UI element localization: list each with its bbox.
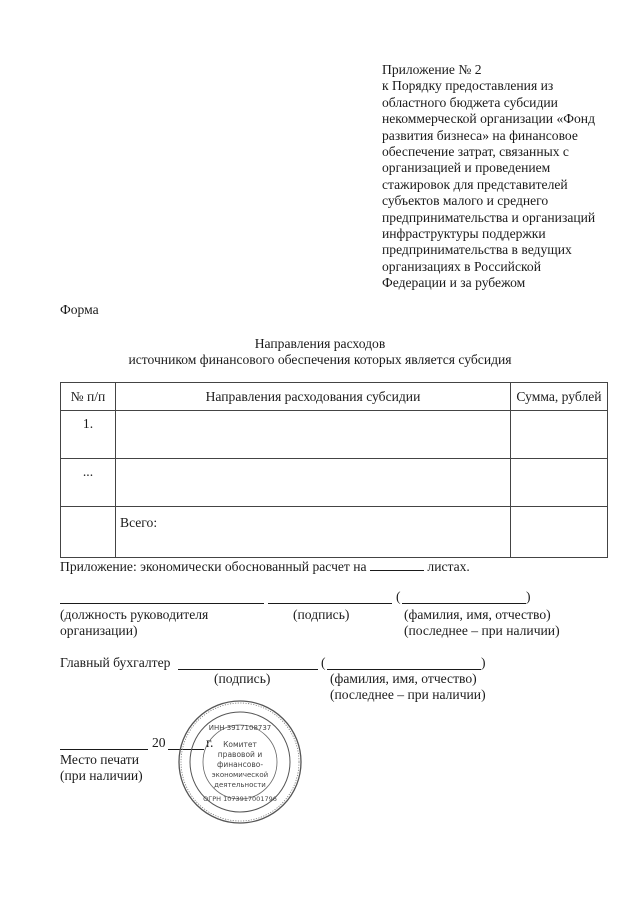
row-number: 1. [61, 411, 116, 459]
table-total-row [61, 507, 608, 558]
position-blank[interactable] [60, 591, 264, 604]
row-number: ... [61, 459, 116, 507]
sheet-count-blank[interactable] [370, 558, 424, 571]
seal-place-note: (при наличии) [60, 768, 143, 783]
appendix-line: организациях в Российской [382, 258, 541, 274]
stamp-ogrn: ОГРН 1073917001796 [203, 795, 277, 803]
accountant-name-label-2: (последнее – при наличии) [330, 687, 486, 702]
appendix-line: Федерации и за рубежом [382, 275, 526, 291]
appendix-line: областного бюджета субсидии [382, 94, 558, 110]
table-row [61, 459, 608, 507]
accountant-signature-blank[interactable] [178, 657, 318, 670]
head-position-label-2: организации) [60, 623, 138, 638]
head-signature-label: (подпись) [293, 607, 350, 622]
header-number: № п/п [61, 383, 116, 411]
document-title-line-2: источником финансового обеспечения которых является субсидия [128, 352, 512, 367]
accountant-name-label: (фамилия, имя, отчество) [330, 671, 477, 686]
row-number [61, 507, 116, 558]
date-blank[interactable] [60, 737, 148, 750]
document-title-line-1: Направления расходов [254, 336, 386, 351]
head-name-label-2: (последнее – при наличии) [404, 623, 560, 638]
appendix-heading [382, 62, 632, 292]
appendix-line: субъектов малого и среднего [382, 193, 549, 209]
attachment-text-end: листах. [427, 559, 470, 574]
accountant-name-blank[interactable] [327, 657, 481, 670]
appendix-line: предпринимательства и организаций [382, 209, 596, 225]
head-name-label: (фамилия, имя, отчество) [404, 607, 551, 622]
header-amount: Сумма, рублей [511, 383, 608, 411]
total-label: Всего: [116, 507, 511, 558]
accountant-open-paren: ( [321, 655, 326, 670]
row-amount[interactable] [511, 411, 608, 459]
row-direction[interactable] [116, 411, 511, 459]
head-position-label: (должность руководителя [60, 607, 209, 622]
stamp-line: экономической [211, 771, 269, 779]
official-stamp-seal [177, 699, 303, 825]
appendix-line: инфраструктуры поддержки [382, 226, 546, 242]
table-header-row [61, 383, 608, 411]
appendix-line: развития бизнеса» на финансовое [382, 127, 578, 143]
accountant-close-paren: ) [481, 655, 486, 670]
attachment-text: Приложение: экономически обоснованный расчет на [60, 559, 367, 574]
appendix-line: предпринимательства в ведущих [382, 242, 572, 258]
appendix-line: некоммерческой организации «Фонд [382, 111, 595, 127]
form-label: Форма [60, 302, 99, 317]
appendix-line: к Порядку предоставления из [382, 78, 554, 94]
stamp-line: деятельности [214, 781, 266, 789]
name-open-paren: ( [396, 589, 401, 604]
expenses-table [60, 382, 608, 558]
row-amount[interactable] [511, 459, 608, 507]
name-close-paren: ) [526, 589, 531, 604]
appendix-line: стажировок для представителей [382, 176, 568, 192]
stamp-line: правовой и [217, 750, 263, 759]
stamp-line: финансово- [216, 760, 264, 769]
header-direction: Направления расходования субсидии [116, 383, 511, 411]
attachment-line [60, 558, 470, 575]
appendix-line: обеспечение затрат, связанных с [382, 144, 569, 160]
year-suffix: г. [206, 735, 214, 750]
accountant-signature-label: (подпись) [214, 671, 271, 686]
head-signature-blank[interactable] [268, 591, 392, 604]
stamp-inn: ИНН 3917108737 [208, 724, 272, 732]
appendix-line: Приложение № 2 [382, 62, 482, 77]
head-name-blank[interactable] [402, 591, 526, 604]
table-row [61, 411, 608, 459]
total-amount[interactable] [511, 507, 608, 558]
accountant-title: Главный бухгалтер [60, 655, 171, 670]
stamp-line: Комитет [223, 740, 257, 749]
seal-place-label: Место печати [60, 752, 139, 767]
year-prefix: 20 [152, 735, 166, 750]
appendix-line: организацией и проведением [382, 160, 551, 176]
row-direction[interactable] [116, 459, 511, 507]
